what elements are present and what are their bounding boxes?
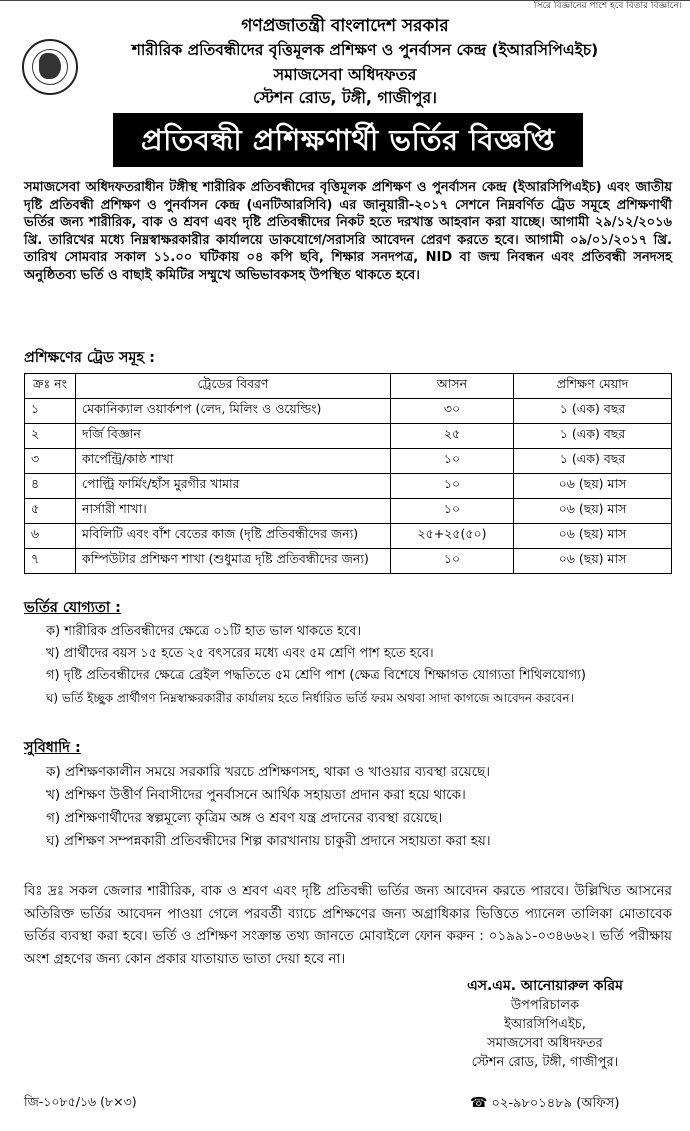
- signatory-name: এস.এম. আনোয়ারুল করিম: [467, 978, 623, 994]
- table-row: [25, 499, 672, 524]
- table-row: [25, 474, 672, 499]
- table-row: [25, 549, 672, 574]
- table-header-row: [25, 374, 672, 399]
- signatory-dept: সমাজসেবা অধিদফতর: [487, 1036, 603, 1051]
- benefits-title: সুবিধাদি :: [24, 740, 81, 756]
- col-duration-header: প্রশিক্ষণ মেয়াদ: [514, 374, 672, 399]
- cell-duration: ০৬ (ছয়) মাস: [514, 549, 672, 574]
- cell-serial: ৫: [25, 499, 76, 524]
- cut-off-text: সিরে বিজ্ঞানের পাশে হবে বিতার বিজ্ঞানে।: [533, 1, 682, 11]
- cell-seats: ২৫: [391, 424, 514, 449]
- cell-seats: ১০: [391, 474, 514, 499]
- cell-serial: ২: [25, 424, 76, 449]
- intro-paragraph: সমাজসেবা অধিদফতরাধীন টঙ্গীস্থ শারীরিক প্রতিবন্ধীদের বৃত্তিমূলক প্রশিক্ষণ ও পুনর্বাসন কেন্দ্র (ইআরসিপিএইচ) এবং জাতীয় দৃষ্টি প্রতিবন্ধী প্রশিক্ষণ ও পুনর্বাসন কেন্দ্র (এনটিআরসিবি) এর জানুয়ারী-২০১৭ সেশনে নিম্নবর্ণিত ট্রেড সমূহে প্রশিক্ষণার্থী ভর্তির জন্য শারীরিক, বাক ও শ্রবণ এবং দৃষ্টি প্রতিবন্ধীদের নিকট হতে দরখাস্ত আহবান করা যাচ্ছে। আগামী ২৯/১২/২০১৬ খ্রি. তারিখের মধ্যে নিম্নস্বাক্ষরকারীর কার্যালয়ে ডাকযোগে/সরাসরি আবেদন প্রেরণ করতে হবে। আগামী ০৯/০১/২০১৭ খ্রি. তারিখ সোমবার সকাল ১১.০০ ঘটিকায় ০৪ কপি ছবি, শিক্ষার সনদপত্র, NID বা জন্ম নিবন্ধন এবং প্রতিবন্ধী সনদসহ অনুষ্ঠিতব্য ভর্তি ও বাছাই কমিটির সম্মুখে অভিভাবকসহ উপস্থিত থাকতে হবে।: [24, 180, 672, 283]
- list-item: খ) প্রশিক্ষণ উত্তীর্ণ নিবাসীদের পুনর্বাসনে আর্থিক সহায়তা প্রদান করা হয়ে থাকে।: [46, 787, 466, 803]
- office-phone: [470, 1094, 619, 1115]
- cell-trade: কার্পেন্ট্রি/কাষ্ঠ শাখা: [76, 449, 391, 474]
- cell-serial: ৪: [25, 474, 76, 499]
- notice-title-banner: প্রতিবন্ধী প্রশিক্ষণার্থী ভর্তির বিজ্ঞপ্তি: [113, 113, 583, 167]
- eligibility-title: ভর্তির যোগ্যতা :: [24, 600, 121, 616]
- header-line-1: গণপ্রজাতন্ত্রী বাংলাদেশ সরকার: [241, 16, 449, 36]
- cell-duration: ১ (এক) বছর: [514, 424, 672, 449]
- cell-serial: ৭: [25, 549, 76, 574]
- col-serial-header: ক্রঃ নং: [25, 374, 76, 399]
- table-row: [25, 524, 672, 549]
- cell-duration: ১ (এক) বছর: [514, 449, 672, 474]
- header-line-3: সমাজসেবা অধিদফতর: [273, 65, 417, 84]
- list-item: খ) প্রার্থীদের বয়স ১৫ হতে ২৫ বৎসরের মধ্যে এবং ৫ম শ্রেণি পাশ হতে হবে।: [46, 646, 434, 661]
- cell-seats: ১০: [391, 449, 514, 474]
- cell-serial: ৬: [25, 524, 76, 549]
- cell-seats: ১০: [391, 549, 514, 574]
- signatory-designation: উপপরিচালক: [510, 998, 580, 1013]
- cell-trade: পোল্ট্রি ফার্মিং/হাঁস মুরগীর খামার: [76, 474, 391, 499]
- cell-duration: ০৬ (ছয়) মাস: [514, 474, 672, 499]
- cell-seats: ১০: [391, 499, 514, 524]
- table-row: [25, 449, 672, 474]
- cell-duration: ০৬ (ছয়) মাস: [514, 499, 672, 524]
- office-phone-number: ০২-৯৮০১৪৮৯ (অফিস): [491, 1096, 620, 1111]
- cell-seats: ২৫+২৫(৫০): [391, 524, 514, 549]
- cell-trade: মবিলিটি এবং বাঁশ বেতের কাজ (দৃষ্টি প্রতিবন্ধীদের জন্য): [76, 524, 391, 549]
- header-line-4: স্টেশন রোড, টঙ্গী, গাজীপুর।: [253, 88, 437, 107]
- list-item: গ) প্রশিক্ষণার্থীদের স্বল্পমূল্যে কৃত্রিম অঙ্গ ও শ্রবণ যন্ত্র প্রদানের ব্যবস্থা রয়েছে।: [46, 810, 443, 826]
- signatory-address: স্টেশন রোড, টঙ্গী, গাজীপুর।: [471, 1055, 619, 1070]
- cell-trade: দর্জি বিজ্ঞান: [76, 424, 391, 449]
- cell-trade: নার্সারী শাখা।: [76, 499, 391, 524]
- list-item: গ) দৃষ্টি প্রতিবন্ধীদের ক্ষেত্রে ব্রেইল পদ্ধতিতে ৫ম শ্রেণি পাশ (ক্ষেত্র বিশেষে শিক্ষাগত যোগ্যতা শিথিলযোগ্য): [46, 668, 586, 683]
- col-seats-header: আসন: [391, 374, 514, 399]
- reference-number: জি-১০৮৫/১৬ (৮×৩): [24, 1094, 137, 1109]
- eligibility-list: [46, 621, 586, 709]
- cell-duration: ১ (এক) বছর: [514, 399, 672, 424]
- telephone-icon: ☎: [470, 1095, 488, 1111]
- benefits-list: [46, 761, 491, 853]
- cell-serial: ১: [25, 399, 76, 424]
- trades-table: [24, 373, 672, 574]
- list-item: ঘ) ভর্তি ইচ্ছুক প্রার্থীগণ নিম্নস্বাক্ষরকারীর কার্যালয় হতে নির্ধারিত ভর্তি ফরম অথবা সাদা কাগজে আবেদন করবেন।: [46, 691, 574, 705]
- cell-serial: ৩: [25, 449, 76, 474]
- table-row: [25, 424, 672, 449]
- signature-block: [420, 977, 670, 1072]
- col-trade-header: ট্রেডের বিবরণ: [76, 374, 391, 399]
- list-item: ক) প্রশিক্ষণকালীন সময়ে সরকারি খরচে প্রশিক্ষণসহ, থাকা ও খাওয়ার ব্যবস্থা রয়েছে।: [46, 764, 491, 780]
- list-item: ঘ) প্রশিক্ষণ সম্পন্নকারী প্রতিবন্ধীদের শিল্প কারখানায় চাকুরী প্রদানে সহায়তা করা হয়।: [46, 833, 491, 849]
- note-paragraph: বিঃ দ্রঃ সকল জেলার শারীরিক, বাক ও শ্রবণ এবং দৃষ্টি প্রতিবন্ধী ভর্তির জন্য আবেদন করতে পারবে। উল্লিখিত আসনের অতিরিক্ত ভর্তির আবেদন পাওয়া গেলে পরবর্তী ব্যাচে প্রশিক্ষণের জন্য অগ্রাধিকার ভিত্তিতে প্যানেল তালিকা মোতাবেক ভর্তির ব্যবস্থা করা হবে। ভর্তি ও প্রশিক্ষণ সংক্রান্ত তথ্য জানতে মোবাইলে ফোন করুন : ০১৯৯১-০৩৪৬৬২। ভর্তি পরীক্ষায় অংশ গ্রহণের জন্য কোন প্রকার যাতায়াত ভাতা দেয়া হবে না।: [24, 883, 672, 967]
- table-row: [25, 399, 672, 424]
- cell-duration: ০৬ (ছয়) মাস: [514, 524, 672, 549]
- list-item: ক) শারীরিক প্রতিবন্ধীদের ক্ষেত্রে ০১টি হাত ভাল থাকতে হবে।: [46, 624, 362, 639]
- cell-trade: মেকানিক্যাল ওয়ার্কশপ (লেদ, মিলিং ও ওয়েল্ডিং): [76, 399, 391, 424]
- signatory-org: ইআরসিপিএইচ,: [504, 1017, 586, 1032]
- trades-title: প্রশিক্ষণের ট্রেড সমূহ :: [24, 350, 155, 366]
- cell-trade: কম্পিউটার প্রশিক্ষণ শাখা (শুধুমাত্র দৃষ্টি প্রতিবন্ধীদের জন্য): [76, 549, 391, 574]
- cell-seats: ৩০: [391, 399, 514, 424]
- header-line-2: শারীরিক প্রতিবন্ধীদের বৃত্তিমূলক প্রশিক্ষণ ও পুনর্বাসন কেন্দ্র (ইআরসিপিএইচ): [131, 41, 599, 59]
